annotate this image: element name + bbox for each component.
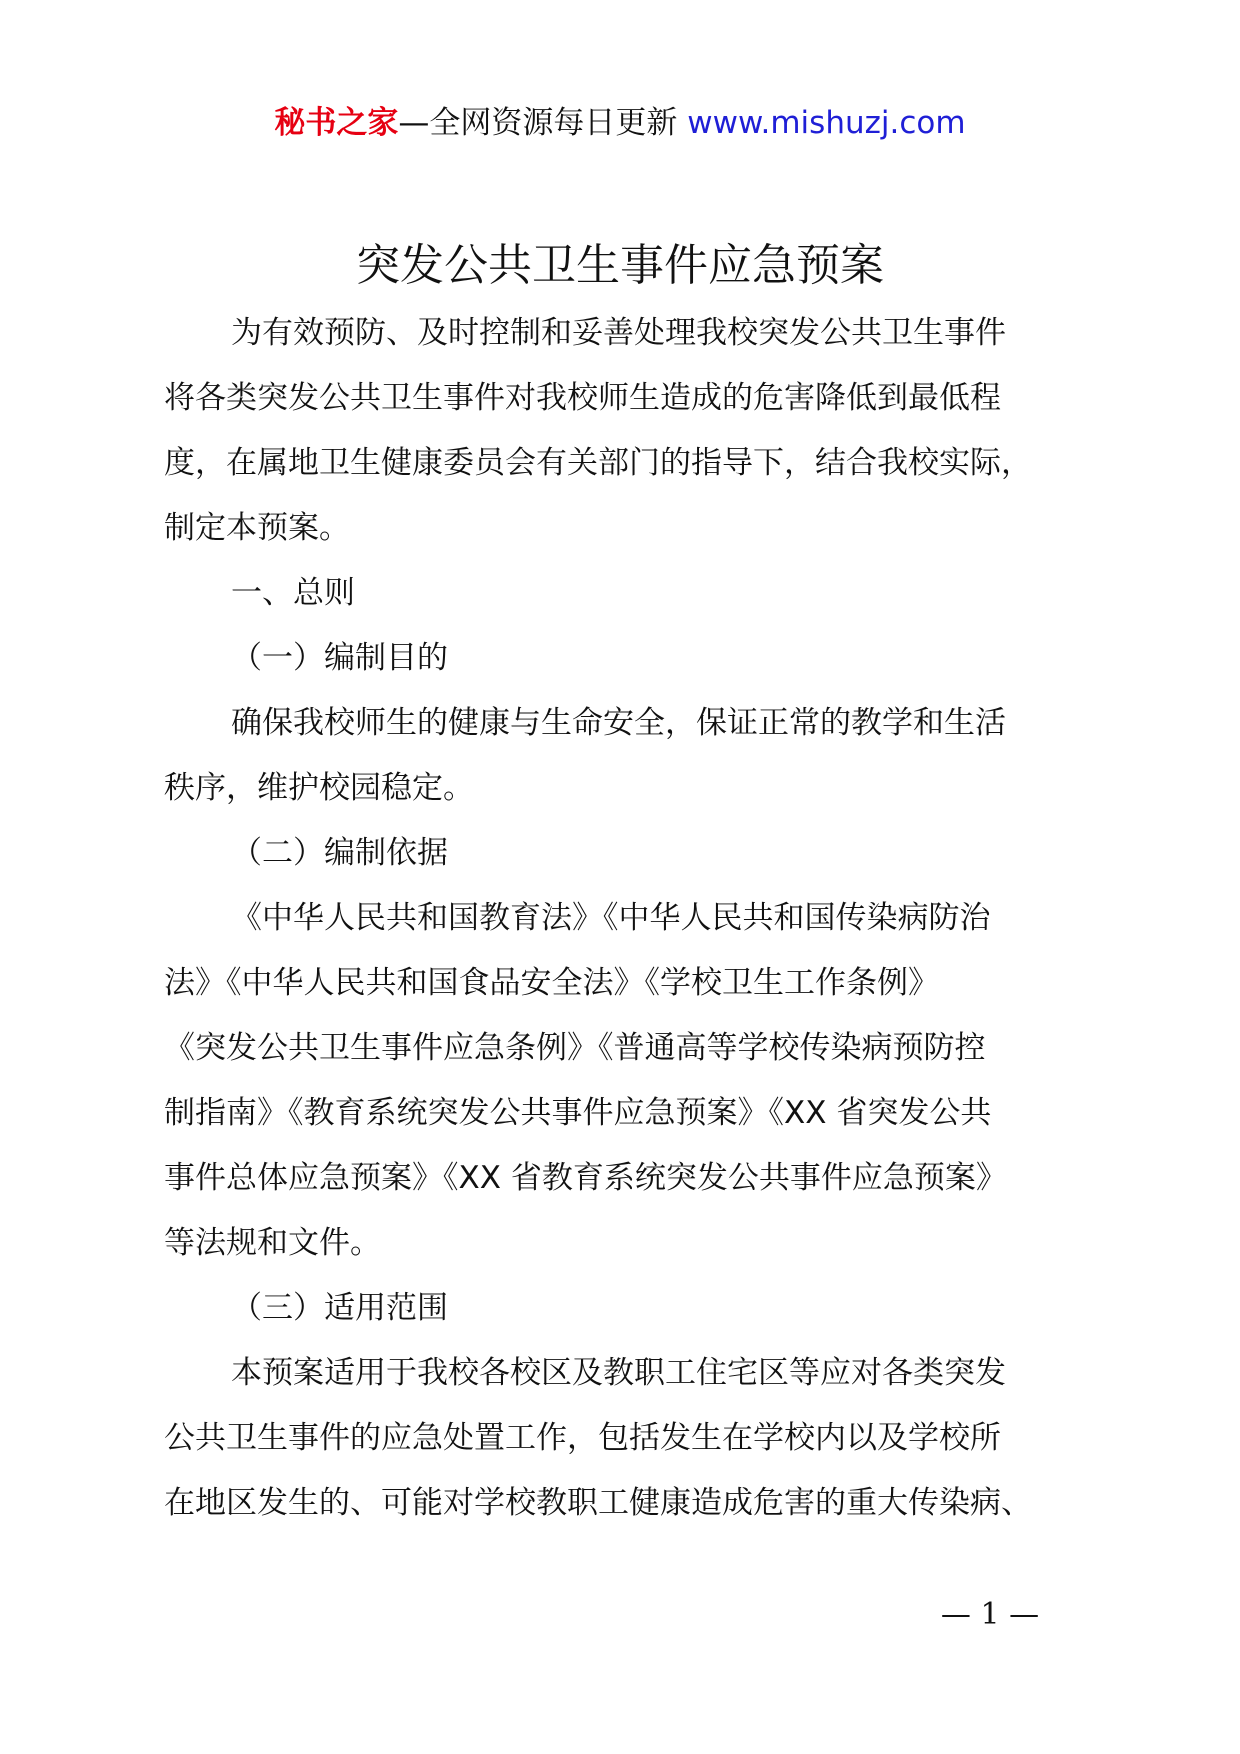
section-heading-general: 一、总则 bbox=[231, 575, 355, 611]
intro-line-1: 为有效预防、及时控制和妥善处理我校突发公共卫生事件 bbox=[231, 315, 1006, 351]
document-body bbox=[164, 301, 1164, 1536]
intro-line-4: 制定本预案。 bbox=[164, 510, 350, 546]
basis-line-6: 等法规和文件。 bbox=[164, 1225, 381, 1261]
website-url: www.mishuzj.com bbox=[687, 105, 966, 141]
subsection-heading-basis: （二）编制依据 bbox=[231, 835, 448, 871]
scope-line-1: 本预案适用于我校各校区及教职工住宅区等应对各类突发 bbox=[231, 1355, 1006, 1391]
subsection-heading-scope: （三）适用范围 bbox=[231, 1290, 448, 1326]
document-title: 突发公共卫生事件应急预案 bbox=[356, 240, 884, 291]
basis-line-2: 法》《中华人民共和国食品安全法》《学校卫生工作条例》 bbox=[164, 965, 939, 1001]
site-header bbox=[0, 98, 1240, 148]
scope-line-2: 公共卫生事件的应急处置工作，包括发生在学校内以及学校所 bbox=[164, 1420, 1001, 1456]
purpose-line-1: 确保我校师生的健康与生命安全，保证正常的教学和生活 bbox=[231, 705, 1006, 741]
basis-line-3: 《突发公共卫生事件应急条例》《普通高等学校传染病预防控 bbox=[164, 1030, 986, 1066]
basis-line-4: 制指南》《教育系统突发公共事件应急预案》《XX 省突发公共 bbox=[164, 1095, 992, 1131]
intro-line-3: 度，在属地卫生健康委员会有关部门的指导下，结合我校实际， bbox=[164, 445, 1032, 481]
header-slogan: —全网资源每日更新 bbox=[398, 105, 688, 141]
subsection-heading-purpose: （一）编制目的 bbox=[231, 640, 448, 676]
basis-line-1: 《中华人民共和国教育法》《中华人民共和国传染病防治 bbox=[231, 900, 991, 936]
scope-line-3: 在地区发生的、可能对学校教职工健康造成危害的重大传染病、 bbox=[164, 1485, 1032, 1521]
basis-line-5: 事件总体应急预案》《XX 省教育系统突发公共事件应急预案》 bbox=[164, 1160, 1007, 1196]
page-number: — 1 — bbox=[940, 1597, 1040, 1632]
intro-line-2: 将各类突发公共卫生事件对我校师生造成的危害降低到最低程 bbox=[164, 380, 1001, 416]
purpose-line-2: 秩序，维护校园稳定。 bbox=[164, 770, 474, 806]
brand-name: 秘书之家 bbox=[274, 105, 399, 141]
